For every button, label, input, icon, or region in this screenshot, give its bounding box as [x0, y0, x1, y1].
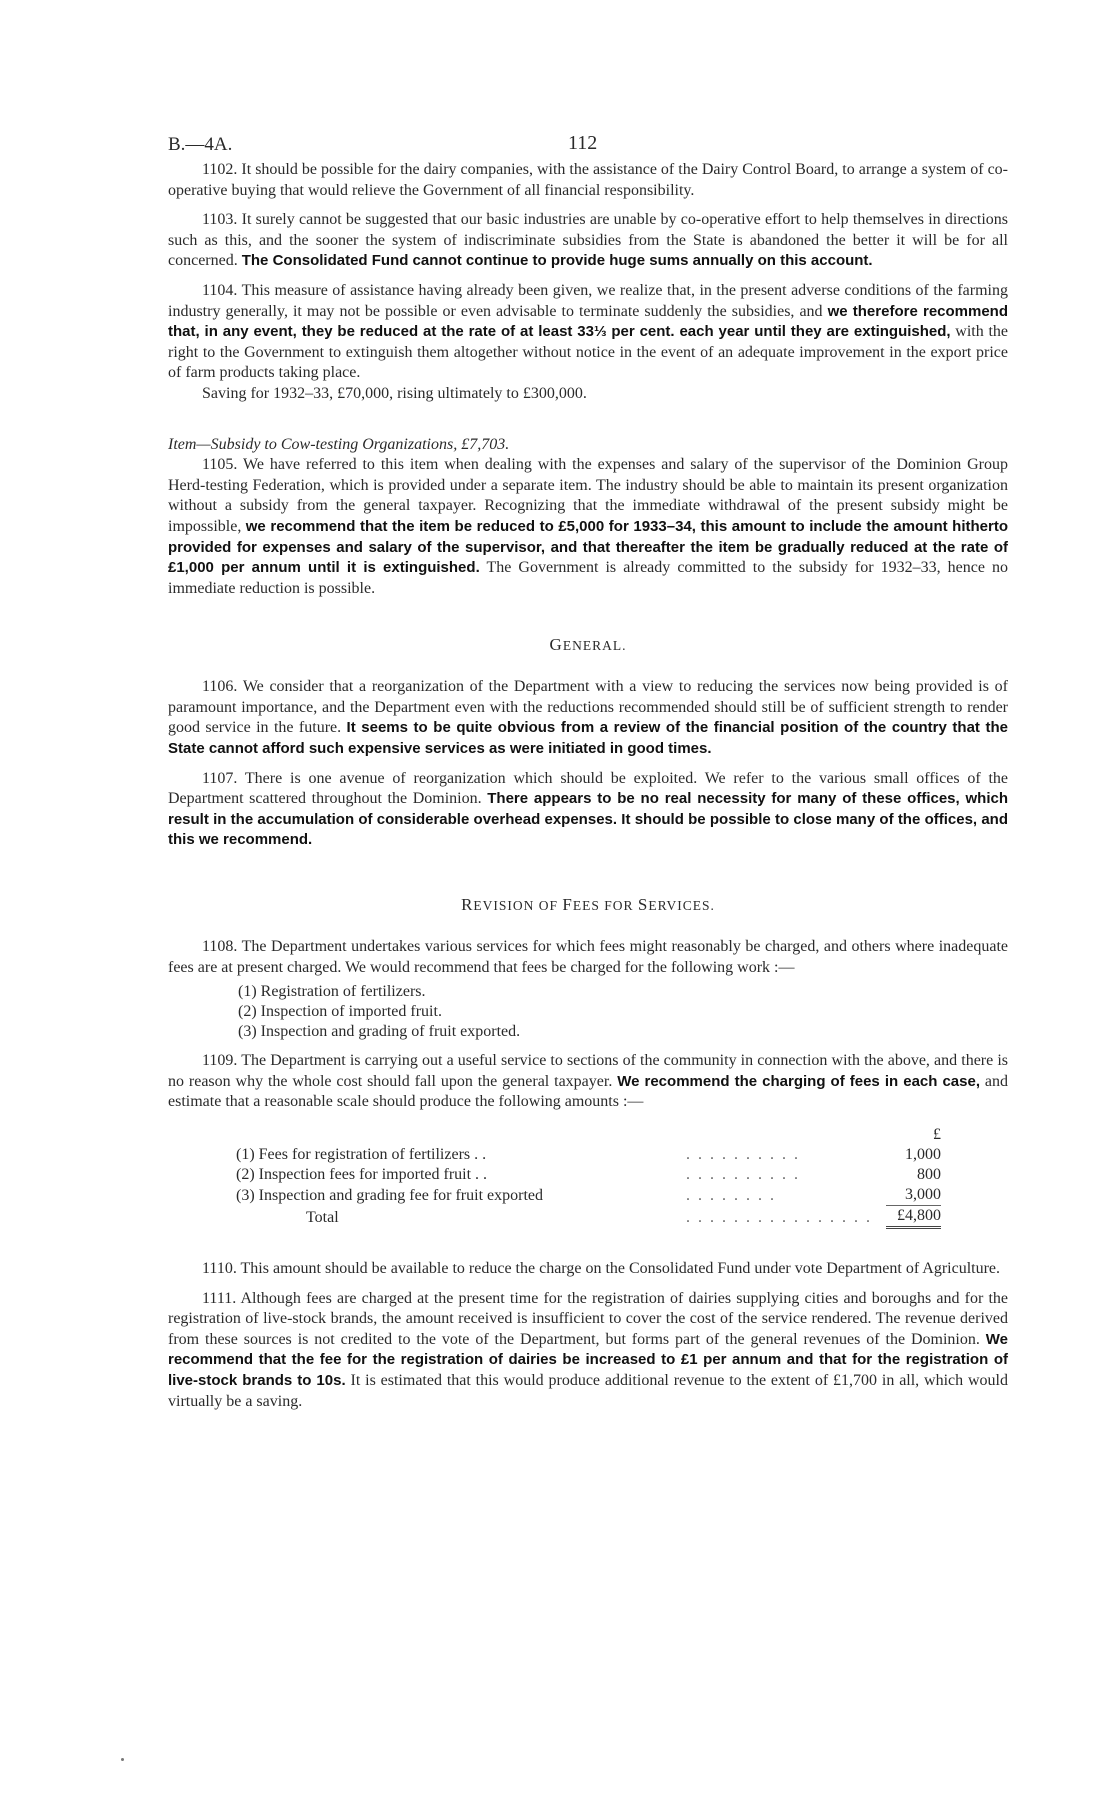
document-reference: B.—4A.	[168, 134, 233, 155]
recommendation-text: There appears to be no real necessity for many of these offices, which result in the accumulation of considerable overhead expenses. It should be possible to close many of the offices, and this we recommend.	[168, 790, 1009, 849]
section-heading-fees: REVISION OF FEES FOR SERVICES.	[461, 895, 715, 915]
paragraph-number: 1107.	[202, 769, 238, 787]
recommendation-text: The Consolidated Fund cannot continue to provide huge sums annually on this account.	[241, 252, 873, 270]
currency-unit: £	[933, 1126, 941, 1143]
paragraph-number: 1111.	[202, 1289, 237, 1307]
item-title: Item—Subsidy to Cow-testing Organizations, £7,703.	[168, 435, 510, 453]
recommendation-text: we recommend that the item be reduced to £5,000 for 1933–34, this amount to include the amount hitherto provided for expenses and salary of the supervisor, and that thereafter the item be gradually reduced at the rate of £1,000 per annum until it is extinguished.	[168, 517, 1009, 577]
scan-speck	[121, 1758, 124, 1761]
paragraph-text: The Department undertakes various services for which fees might reasonably be charged, and others where inadequate fees are at present charged. We would recommend that fees be charged for the following work :—	[168, 938, 1008, 976]
paragraph-text-continued: The Government is already committed to the subsidy for 1932–33, hence no immediate reduction is possible.	[168, 559, 1008, 597]
table-row	[236, 1165, 941, 1185]
leader-dots: . . . . . . . . . .	[686, 1146, 800, 1163]
paragraph-text: There is one avenue of reorganization which should be exploited. We refer to the various small offices of the Department scattered throughout the Dominion.	[168, 769, 1008, 808]
paragraph-1111	[168, 1289, 1008, 1413]
document-page	[168, 126, 1008, 1412]
paragraph-1102	[168, 160, 1008, 201]
leader-dots: . . . . . . . . . . . . . . . .	[686, 1208, 872, 1226]
paragraph-1103	[168, 210, 1008, 272]
paragraph-number: 1109.	[202, 1052, 238, 1070]
paragraph-number: 1110.	[202, 1260, 237, 1277]
table-row	[236, 1185, 941, 1206]
paragraph-number: 1103.	[202, 211, 238, 229]
paragraph-1107	[168, 769, 1008, 851]
paragraph-text: It should be possible for the dairy companies, with the assistance of the Dairy Control Board, to arrange a system of co-operative buying that would relieve the Government of all financial responsibility.	[168, 161, 1008, 199]
fee-amount: 1,000	[905, 1146, 941, 1163]
table-header-row	[236, 1125, 941, 1145]
paragraph-number: 1106.	[202, 678, 238, 696]
fee-amount: 800	[917, 1166, 941, 1183]
list-item: (2) Inspection of imported fruit.	[238, 1003, 442, 1021]
paragraph-1104	[168, 281, 1008, 384]
saving-line: Saving for 1932–33, £70,000, rising ultimately to £300,000.	[202, 384, 587, 402]
fee-amount: 3,000	[905, 1186, 941, 1203]
paragraph-number: 1105.	[202, 456, 238, 474]
paragraph-text: This amount should be available to reduce the charge on the Consolidated Fund under vote Department of Agriculture.	[236, 1260, 1001, 1277]
fee-label: (2) Inspection fees for imported fruit . .	[236, 1166, 488, 1183]
paragraph-text-continued: and estimate that a reasonable scale should produce the following amounts :—	[168, 1072, 1009, 1111]
paragraph-1106	[168, 677, 1008, 759]
fee-label: (1) Fees for registration of fertilizers . .	[236, 1146, 487, 1163]
paragraph-number: 1108.	[202, 938, 238, 956]
table-total-row	[236, 1206, 941, 1228]
recommendation-text: We recommend that the fee for the registration of dairies be increased to £1 per annum and that for the registration of live-stock brands to 10s.	[168, 1330, 1008, 1389]
total-amount: £4,800	[886, 1206, 941, 1228]
recommendation-text: we therefore recommend that, in any event, they be reduced at the rate of at least 33⅓ per cent. each year until they are extinguished,	[168, 302, 1009, 341]
leader-dots: . . . . . . . . . .	[686, 1166, 800, 1183]
paragraph-text: We have referred to this item when dealing with the expenses and salary of the supervisor of the Dominion Group Herd-testing Federation, which is provided under a separate item. The industry should be able to maintain its present organization without a subsidy from the general taxpayer. Recognizing that the immediate withdrawal of the present subsidy might be impossible,	[168, 456, 1008, 535]
paragraph-text-continued: with the right to the Government to extinguish them altogether without notice in the event of an adequate improvement in the export price of farm products taking place.	[168, 323, 1008, 382]
paragraph-1109	[168, 1051, 1008, 1113]
list-item: (3) Inspection and grading of fruit exported.	[238, 1023, 521, 1041]
paragraph-1108	[168, 937, 1008, 978]
leader-dots: . . . . . . . .	[686, 1186, 776, 1204]
fee-label: (3) Inspection and grading fee for fruit exported	[236, 1186, 543, 1204]
fee-services-list	[238, 982, 1008, 1042]
paragraph-1110	[168, 1259, 1008, 1280]
page-number: 112	[568, 132, 598, 154]
paragraph-1105	[168, 455, 1008, 599]
paragraph-text: The Department is carrying out a useful service to sections of the community in connection with the above, and there is no reason why the whole cost should fall upon the general taxpayer.	[168, 1052, 1008, 1090]
paragraph-number: 1104.	[202, 281, 238, 299]
page-header	[168, 126, 1008, 160]
table-row	[236, 1145, 941, 1165]
paragraph-text-continued: It is estimated that this would produce additional revenue to the extent of £1,700 in all, which would virtually be a saving.	[168, 1371, 1008, 1410]
recommendation-text: We recommend the charging of fees in each case,	[617, 1072, 981, 1090]
recommendation-text: It seems to be quite obvious from a review of the financial position of the country that the State cannot afford such expensive services as were initiated in good times.	[168, 719, 1008, 758]
paragraph-text: We consider that a reorganization of the Department with a view to reducing the services now being provided is of paramount importance, and the Department even with the reductions recommended should still be of sufficient strength to render good service in the future.	[168, 678, 1008, 737]
paragraph-number: 1102.	[202, 161, 238, 178]
list-item: (1) Registration of fertilizers.	[238, 983, 426, 1001]
section-heading-general: GENERAL.	[549, 635, 627, 655]
paragraph-text: This measure of assistance having already been given, we realize that, in the present adverse conditions of the farming industry generally, it may not be possible or even advisable to terminate suddenly the subsidies, and	[168, 281, 1008, 320]
paragraph-text: It surely cannot be suggested that our basic industries are unable by co-operative effort to help themselves in directions such as this, and the sooner the system of indiscriminate subsidies from the State is abandoned the better it will be for all concerned.	[168, 211, 1008, 270]
total-label: Total	[306, 1208, 339, 1226]
fees-table	[236, 1125, 941, 1229]
paragraph-text: Although fees are charged at the present time for the registration of dairies supplying cities and boroughs and for the registration of live-stock brands, the amount received is insufficient to cover the cost of the service rendered. The revenue derived from these sources is not credited to the vote of the Department, but forms part of the general revenues of the Dominion.	[168, 1289, 1008, 1348]
